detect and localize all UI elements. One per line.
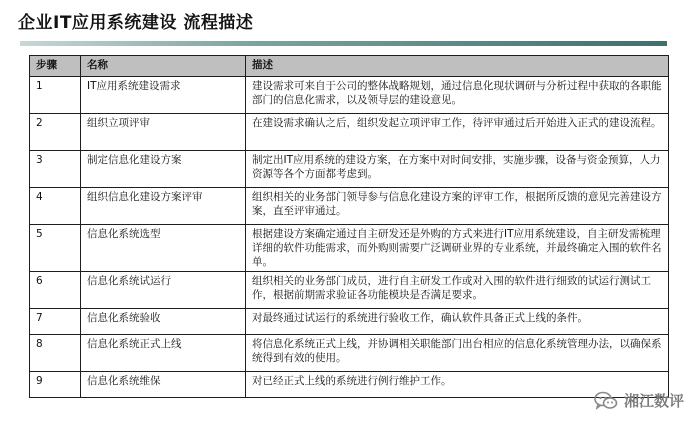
cell-step: 3 — [30, 151, 81, 188]
table-row — [30, 77, 669, 114]
cell-description: 建设需求可来自于公司的整体战略规划，通过信息化现状调研与分析过程中获取的各职能部门的信息化需求，以及领导层的建设意见。 — [246, 77, 669, 114]
watermark-text: 湘江数评 — [623, 392, 684, 410]
page-title: 企业IT应用系统建设 流程描述 — [18, 13, 254, 33]
header-name: 名称 — [81, 56, 246, 77]
cell-name: 信息化系统验收 — [81, 309, 246, 335]
cell-step: 5 — [30, 225, 81, 272]
cell-description: 对最终通过试运行的系统进行验收工作，确认软件具备正式上线的条件。 — [246, 309, 669, 335]
cell-description: 组织相关的业务部门领导参与信息化建设方案的评审工作，根据所反馈的意见完善建设方案，直至评审通过。 — [246, 188, 669, 225]
table-row — [30, 114, 669, 151]
table-row — [30, 335, 669, 372]
cell-step: 2 — [30, 114, 81, 151]
cell-name: 组织信息化建设方案评审 — [81, 188, 246, 225]
cell-step: 1 — [30, 77, 81, 114]
table-row — [30, 225, 669, 272]
cell-step: 8 — [30, 335, 81, 372]
cell-description: 根据建设方案确定通过自主研发还是外购的方式来进行IT应用系统建设，自主研发需梳理详细的软件功能需求，而外购则需要广泛调研业界的专业系统，并最终确定入围的软件名单。 — [246, 225, 669, 272]
cell-step: 9 — [30, 372, 81, 398]
cell-name: 信息化系统选型 — [81, 225, 246, 272]
cell-description: 制定出IT应用系统的建设方案，在方案中对时间安排，实施步骤，设备与资金预算，人力资源等各个方面都考虑到。 — [246, 151, 669, 188]
table-row — [30, 372, 669, 398]
cell-description: 在建设需求确认之后，组织发起立项评审工作，待评审通过后开始进入正式的建设流程。 — [246, 114, 669, 151]
header-step: 步骤 — [30, 56, 81, 77]
table-row — [30, 309, 669, 335]
cell-name: 组织立项评审 — [81, 114, 246, 151]
wechat-logo-icon — [594, 391, 618, 411]
cell-description: 将信息化系统正式上线，并协调相关职能部门出台相应的信息化系统管理办法，以确保系统得到有效的使用。 — [246, 335, 669, 372]
cell-name: 信息化系统维保 — [81, 372, 246, 398]
cell-name: IT应用系统建设需求 — [81, 77, 246, 114]
cell-step: 6 — [30, 272, 81, 309]
header-description: 描述 — [246, 56, 669, 77]
cell-name: 信息化系统正式上线 — [81, 335, 246, 372]
watermark — [594, 390, 684, 411]
cell-description: 对已经正式上线的系统进行例行维护工作。 — [246, 372, 669, 398]
table-row — [30, 151, 669, 188]
cell-step: 7 — [30, 309, 81, 335]
table-header-row — [30, 56, 669, 77]
cell-name: 信息化系统试运行 — [81, 272, 246, 309]
cell-description: 组织相关的业务部门成员，进行自主研发工作或对入围的软件进行细致的试运行测试工作，根据前期需求验证各功能模块是否满足要求。 — [246, 272, 669, 309]
cell-step: 4 — [30, 188, 81, 225]
title-divider — [20, 41, 667, 46]
cell-name: 制定信息化建设方案 — [81, 151, 246, 188]
table-row — [30, 188, 669, 225]
table-row — [30, 272, 669, 309]
process-table — [29, 55, 669, 398]
